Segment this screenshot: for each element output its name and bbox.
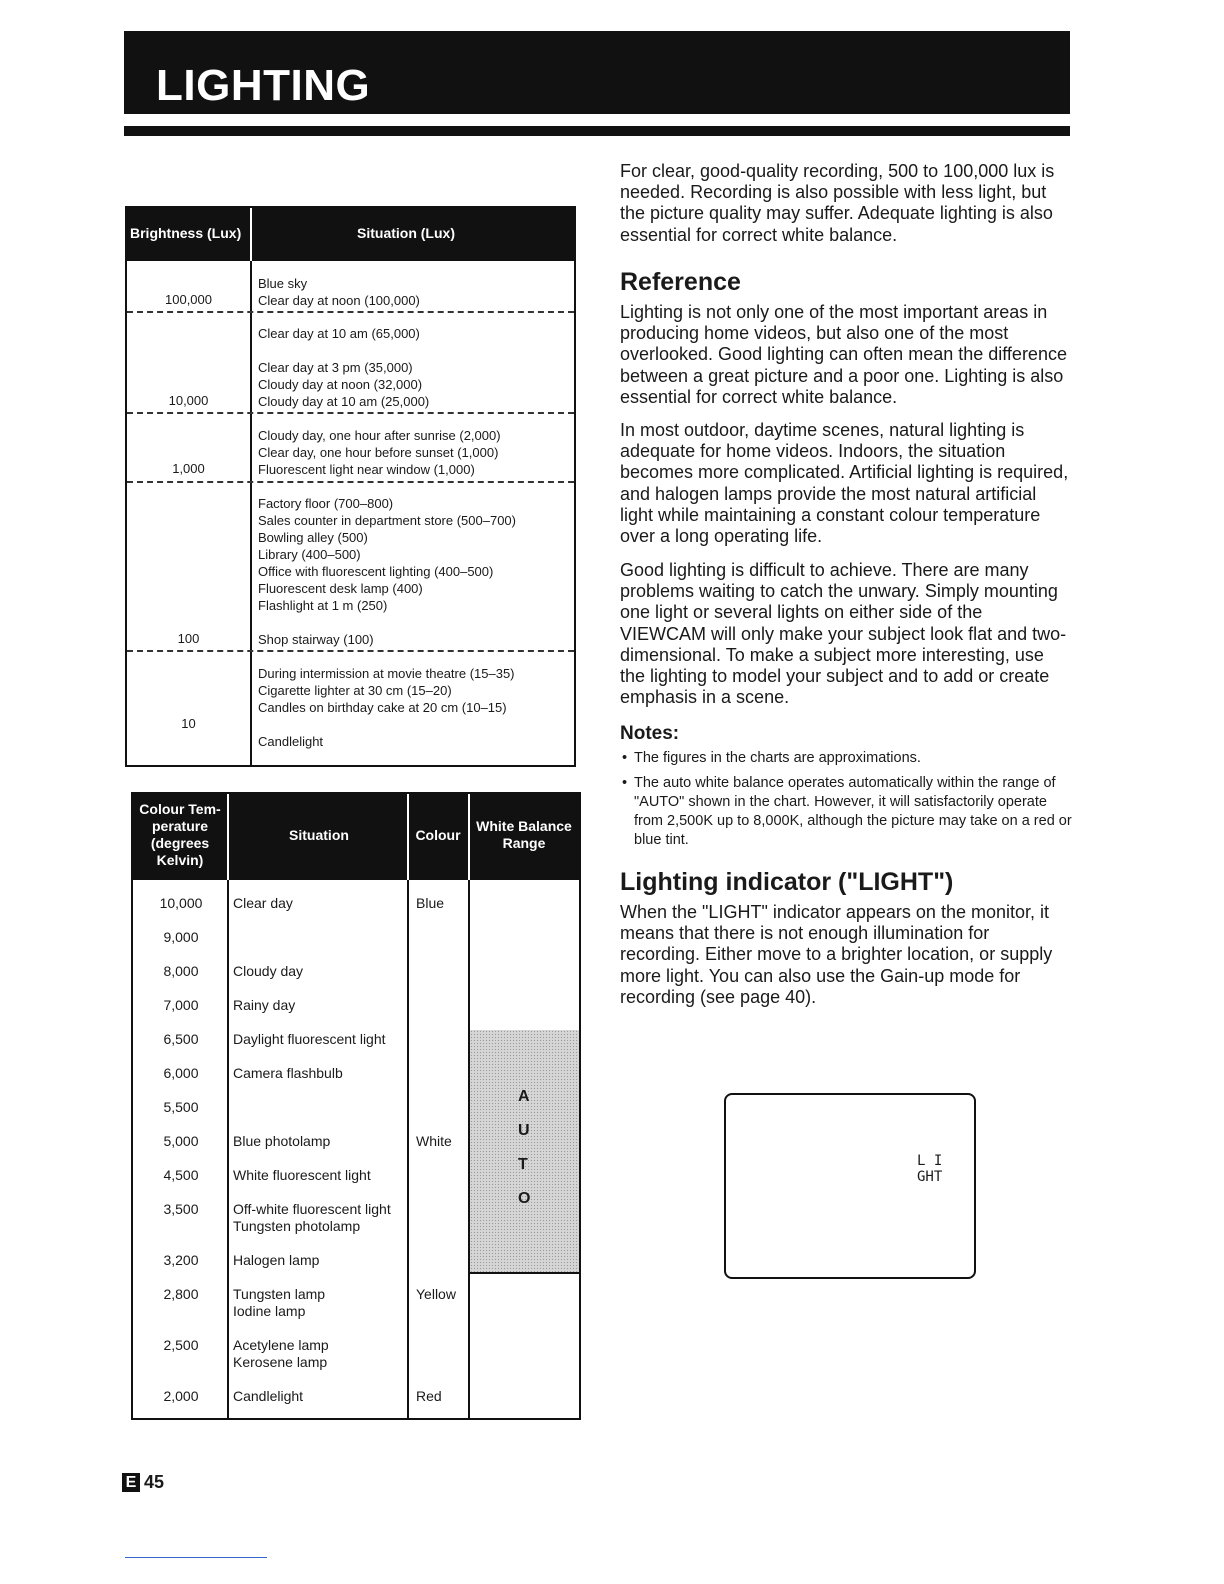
situation-row: Flashlight at 1 m (250) [258, 598, 388, 613]
temperature-value: 2,800 [163, 1286, 199, 1302]
temperature-value: 10,000 [159, 895, 203, 911]
temperature-value: 6,500 [163, 1031, 199, 1047]
note-item: • The auto white balance operates automatically within the range of "AUTO" shown in the chart. However, it will satisfactorily operate from 2,500K up to 8,000K, although the picture may take on a red or blue tint. [622, 775, 1072, 848]
colour-table-header [133, 794, 579, 880]
bullet: • [622, 750, 628, 766]
temperature-value: 5,500 [163, 1099, 199, 1115]
reference-paragraph: In most outdoor, daytime scenes, natural lighting is adequate for home videos. Indoors, the situation becomes more complicated. Artificial lighting is required, and halogen lamps provide the most natural artificial light while maintaining a constant colour temperature over a long operating life. [620, 420, 1069, 547]
page-title: LIGHTING [156, 61, 371, 110]
temperature-value: 5,000 [163, 1133, 199, 1149]
title-banner [124, 31, 1070, 114]
reference-paragraph: Lighting is not only one of the most important areas in producing home videos, but also one of the most overlooked. Good lighting can often mean the difference between a great picture and a poor one. Lighting is also essential for correct white balance. [620, 302, 1067, 407]
situation-row: Daylight fluorescent light [233, 1031, 386, 1047]
row-divider [127, 412, 574, 414]
situation-row: Tungsten photolamp [233, 1218, 361, 1234]
temperature-value: 3,200 [163, 1252, 199, 1268]
situation-row: Off-white fluorescent light [233, 1201, 391, 1217]
monitor-display [724, 1093, 976, 1279]
page-number: E 45 [122, 1471, 164, 1493]
temperature-value: 2,500 [163, 1337, 199, 1353]
situation-row: Cigarette lighter at 30 cm (15–20) [258, 683, 452, 698]
reference-paragraph: Good lighting is difficult to achieve. There are many problems waiting to catch the unwary. Simply mounting one light or several lights on either side of the VIEWCAM will only make your subject look flat and two-dimensional. To make a subject more interesting, use the lighting to model your subject and to add or create emphasis in a scene. [620, 560, 1067, 708]
bullet: • [622, 775, 628, 791]
colour-temperature-table [131, 792, 581, 1420]
situation-row: Fluorescent light near window (1,000) [258, 462, 475, 477]
situation-row: Candles on birthday cake at 20 cm (10–15) [258, 700, 507, 715]
header-colour-temperature: Colour Tem- perature (degrees Kelvin) [139, 801, 221, 868]
column-divider [407, 794, 409, 1418]
situation-row: Clear day [233, 895, 293, 911]
notes-heading: Notes: [620, 723, 680, 744]
situation-row: Library (400–500) [258, 547, 361, 562]
header-divider [407, 794, 409, 880]
situation-row: Camera flashbulb [233, 1065, 343, 1081]
temperature-value: 3,500 [163, 1201, 199, 1217]
temperature-value: 7,000 [163, 997, 199, 1013]
situation-row: Iodine lamp [233, 1303, 306, 1319]
colour-value: Yellow [416, 1286, 456, 1302]
situation-row: Kerosene lamp [233, 1354, 328, 1370]
lighting-indicator-heading: Lighting indicator ("LIGHT") [620, 868, 954, 896]
header-divider [468, 794, 470, 880]
auto-range-band: A U T O [470, 1030, 579, 1274]
situation-row: Shop stairway (100) [258, 632, 374, 647]
situation-row: Sales counter in department store (500–700) [258, 513, 516, 528]
situation-row: Tungsten lamp [233, 1286, 326, 1302]
situation-row: Rainy day [233, 997, 296, 1013]
lux-value: 100 [177, 631, 200, 646]
temperature-value: 6,000 [163, 1065, 199, 1081]
situation-row: Clear day at 10 am (65,000) [258, 326, 420, 341]
header-brightness: Brightness (Lux) [130, 225, 242, 241]
lux-value: 1,000 [172, 461, 205, 476]
situation-row: Office with fluorescent lighting (400–500) [258, 564, 494, 579]
situation-row: Cloudy day, one hour after sunrise (2,000) [258, 428, 501, 443]
header-divider [250, 208, 252, 261]
temperature-value: 2,000 [163, 1388, 199, 1404]
header-situation: Situation [289, 827, 349, 843]
brightness-table [125, 206, 576, 767]
situation-row: Acetylene lamp [233, 1337, 329, 1353]
note-item: • The figures in the charts are approximations. [622, 750, 921, 766]
header-white-balance: White Balance Range [476, 818, 572, 851]
title-rule [124, 126, 1070, 136]
lux-value: 10,000 [168, 393, 209, 408]
situation-row: During intermission at movie theatre (15–35) [258, 666, 515, 681]
row-divider [127, 650, 574, 652]
temperature-value: 4,500 [163, 1167, 199, 1183]
situation-row: Blue sky [258, 276, 308, 291]
temperature-value: 8,000 [163, 963, 199, 979]
colour-value: White [416, 1133, 452, 1149]
situation-row: Blue photolamp [233, 1133, 331, 1149]
header-colour: Colour [415, 827, 461, 843]
colour-value: Blue [416, 895, 445, 911]
footer-link-line [125, 1557, 267, 1558]
language-badge: E [122, 1473, 140, 1492]
situation-row: Clear day, one hour before sunset (1,000) [258, 445, 499, 460]
light-indicator-text: L I GHT [917, 1153, 943, 1185]
header-situation: Situation (Lux) [357, 225, 455, 241]
lux-value: 100,000 [165, 292, 212, 307]
situation-row: White fluorescent light [233, 1167, 371, 1183]
temperature-value: 9,000 [163, 929, 199, 945]
header-divider [227, 794, 229, 880]
column-divider [250, 208, 252, 765]
intro-paragraph: For clear, good-quality recording, 500 to 100,000 lux is needed. Recording is also possible with less light, but the picture quality may suffer. Adequate lighting is also essential for correct white balance. [620, 161, 1055, 245]
row-divider [127, 481, 574, 483]
reference-heading: Reference [620, 268, 741, 296]
situation-row: Candlelight [258, 734, 324, 749]
brightness-table-header [127, 208, 574, 261]
situation-row: Halogen lamp [233, 1252, 320, 1268]
lighting-indicator-paragraph: When the "LIGHT" indicator appears on the monitor, it means that there is not enough illumination for recording. Either move to a brighter location, or supply more light. You can also use the Gain-up mode for recording (see page 40). [620, 902, 1053, 1007]
situation-row: Clear day at 3 pm (35,000) [258, 360, 413, 375]
row-divider [127, 311, 574, 313]
situation-row: Bowling alley (500) [258, 530, 368, 545]
situation-row: Factory floor (700–800) [258, 496, 394, 511]
situation-row: Fluorescent desk lamp (400) [258, 581, 423, 596]
situation-row: Cloudy day at noon (32,000) [258, 377, 423, 392]
situation-row: Candlelight [233, 1388, 304, 1404]
situation-row: Clear day at noon (100,000) [258, 293, 420, 308]
situation-row: Cloudy day [233, 963, 304, 979]
lux-value: 10 [181, 716, 196, 731]
situation-row: Cloudy day at 10 am (25,000) [258, 394, 430, 409]
colour-value: Red [416, 1388, 442, 1404]
